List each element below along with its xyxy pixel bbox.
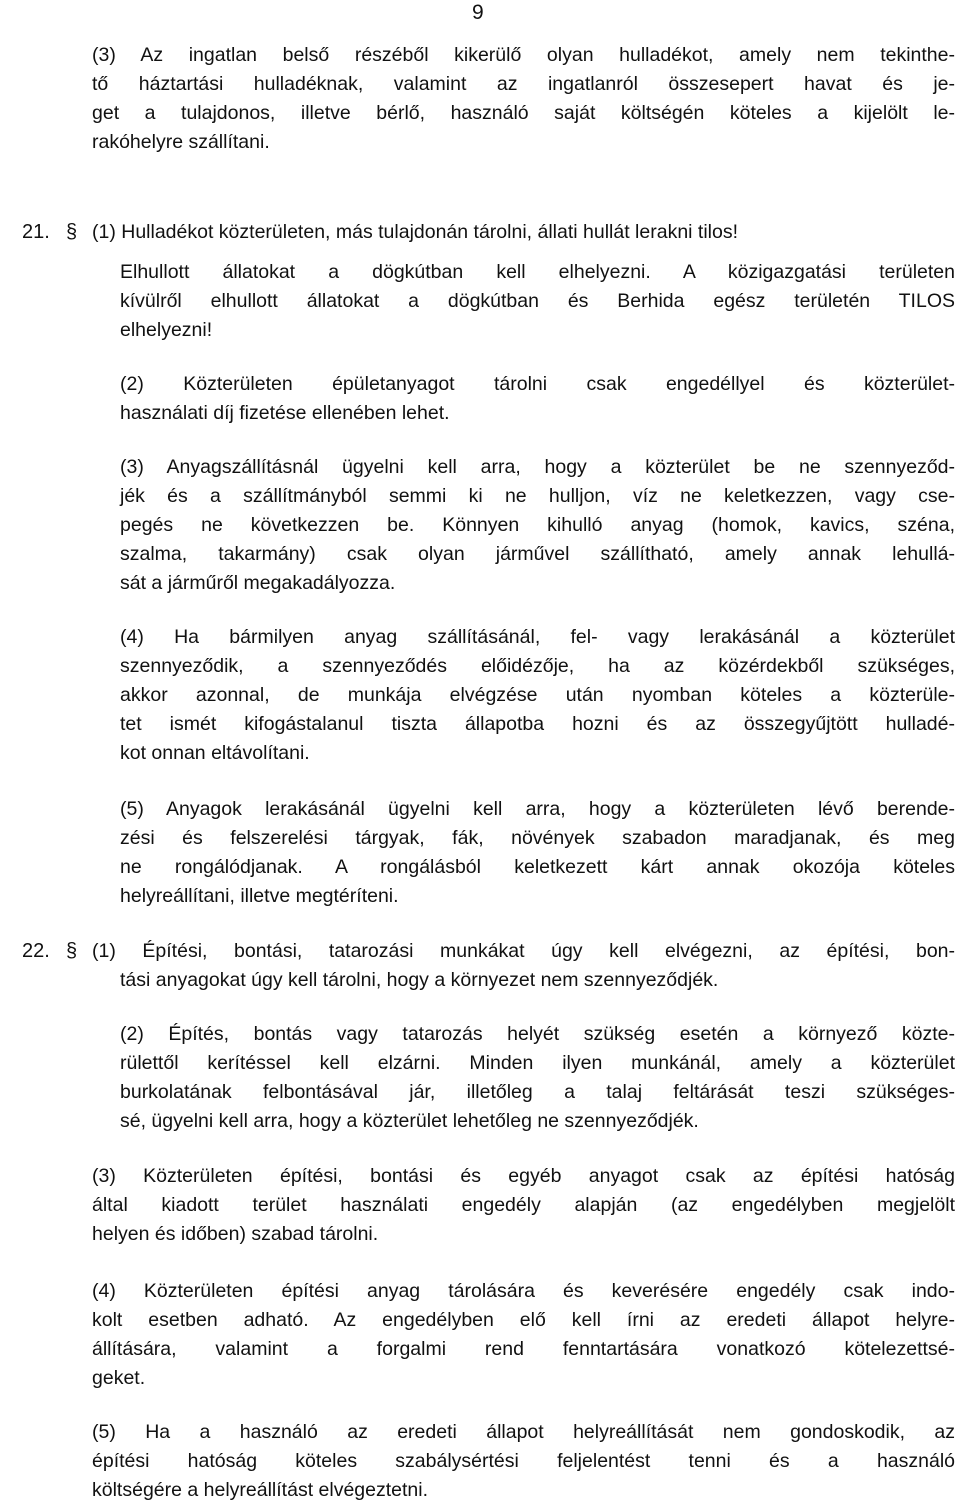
text-line: (5) Ha a használó az eredeti állapot helyreállítását nem gondoskodik, az [92, 1421, 955, 1443]
text-line: sé, ügyelni kell arra, hogy a közterület lehetőleg ne szennyeződjék. [120, 1110, 699, 1132]
text-line: (1) Építési, bontási, tatarozási munkákat úgy kell elvégezni, az építési, bon- [92, 940, 955, 962]
paragraph-21-prev-3 [92, 41, 955, 157]
text-line: (5) Anyagok lerakásánál ügyelni kell arra, hogy a közterületen lévő berende- [120, 798, 955, 820]
section-number-21: 21. [22, 221, 50, 243]
text-line: (2) Építés, bontás vagy tatarozás helyét szükség esetén a környező közte- [120, 1023, 955, 1045]
section-sign-22: § [66, 940, 78, 962]
text-line: burkolatának felbontásával jár, illetőleg a talaj feltárását teszi szükséges- [120, 1081, 955, 1103]
text-line: (4) Közterületen építési anyag tárolására és keverésére engedély csak indo- [92, 1280, 955, 1302]
text-line: (4) Ha bármilyen anyag szállításánál, fel- vagy lerakásánál a közterület [120, 626, 955, 648]
text-line: jék és a szállítmányból semmi ki ne hulljon, víz ne keletkezzen, vagy cse- [120, 485, 955, 507]
text-line: geket. [92, 1367, 146, 1389]
text-line: használati díj fizetése ellenében lehet. [120, 402, 450, 424]
text-line: ne rongálódjanak. A rongálásból keletkezett kárt annak okozója köteles [120, 856, 955, 878]
text-line: által kiadott terület használati engedély alapján (az engedélyben megjelölt [92, 1194, 955, 1216]
text-line: Elhullott állatokat a dögkútban kell elhelyezni. A közigazgatási területen [120, 261, 955, 283]
text-line: akkor azonnal, de munkája elvégzése után nyomban köteles a közterüle- [120, 684, 955, 706]
paragraph-22-1-first [92, 937, 955, 966]
paragraph-22-1 [120, 966, 955, 995]
text-line: állítására, valamint a forgalmi rend fenntartására vonatkozó kötelezettsé- [92, 1338, 955, 1360]
text-line: (3) Közterületen építési, bontási és egyéb anyagot csak az építési hatóság [92, 1165, 955, 1187]
section-sign-21: § [66, 221, 78, 243]
text-line: sát a járműről megakadályozza. [120, 572, 396, 594]
text-line: tet ismét kifogástalanul tiszta állapotba hozni és az összegyűjtött hulladé- [120, 713, 955, 735]
paragraph-21-2 [120, 370, 955, 428]
text-line: (3) Az ingatlan belső részéből kikerülő olyan hulladékot, amely nem tekinthe- [92, 44, 955, 66]
text-line: (3) Anyagszállításnál ügyelni kell arra, hogy a közterület be ne szennyeződ- [120, 456, 955, 478]
text-line: szennyeződik, a szennyeződés előidézője, ha az közérdekből szükséges, [120, 655, 955, 677]
text-line: rülettől kerítéssel kell elzárni. Minden ilyen munkánál, amely a közterület [120, 1052, 955, 1074]
text-line: elhelyezni! [120, 319, 213, 341]
paragraph-21-3 [120, 453, 955, 598]
text-line: szalma, takarmány) csak olyan járművel szállítható, amely annak lehullá- [120, 543, 955, 565]
text-line: helyen és időben) szabad tárolni. [92, 1223, 379, 1245]
text-line: kívülről elhullott állatokat a dögkútban és Berhida egész területén TILOS [120, 290, 955, 312]
paragraph-21-1 [120, 258, 955, 345]
text-line: építési hatóság köteles szabálysértési feljelentést tenni és a használó [92, 1450, 955, 1472]
paragraph-21-5 [120, 795, 955, 911]
paragraph-22-4 [92, 1277, 955, 1393]
text-line: zési és felszerelési tárgyak, fák, növények szabadon maradjanak, és meg [120, 827, 955, 849]
paragraph-22-2 [120, 1020, 955, 1136]
section-number-22: 22. [22, 940, 50, 962]
text-line: (1) Hulladékot közterületen, más tulajdonán tárolni, állati hullát lerakni tilos! [92, 221, 739, 243]
text-line: pegés ne következzen be. Könnyen kihulló anyag (homok, kavics, széna, [120, 514, 955, 536]
text-line: kolt esetben adható. Az engedélyben elő kell írni az eredeti állapot helyre- [92, 1309, 955, 1331]
text-line: rakóhelyre szállítani. [92, 131, 270, 153]
text-line: (2) Közterületen épületanyagot tárolni csak engedéllyel és közterület- [120, 373, 955, 395]
text-line: tási anyagokat úgy kell tárolni, hogy a környezet nem szennyeződjék. [120, 969, 719, 991]
text-line: get a tulajdonos, illetve bérlő, használó saját költségén köteles a kijelölt le- [92, 102, 955, 124]
text-line: tő háztartási hulladéknak, valamint az ingatlanról összesepert havat és je- [92, 73, 955, 95]
paragraph-22-3 [92, 1162, 955, 1249]
text-line: kot onnan eltávolítani. [120, 742, 310, 764]
paragraph-21-4 [120, 623, 955, 768]
paragraph-21-1-first [92, 218, 955, 247]
page-number: 9 [472, 1, 484, 24]
text-line: költségére a helyreállítást elvégeztetni. [92, 1479, 429, 1501]
text-line: helyreállítani, illetve megtéríteni. [120, 885, 399, 907]
paragraph-22-5 [92, 1418, 955, 1505]
